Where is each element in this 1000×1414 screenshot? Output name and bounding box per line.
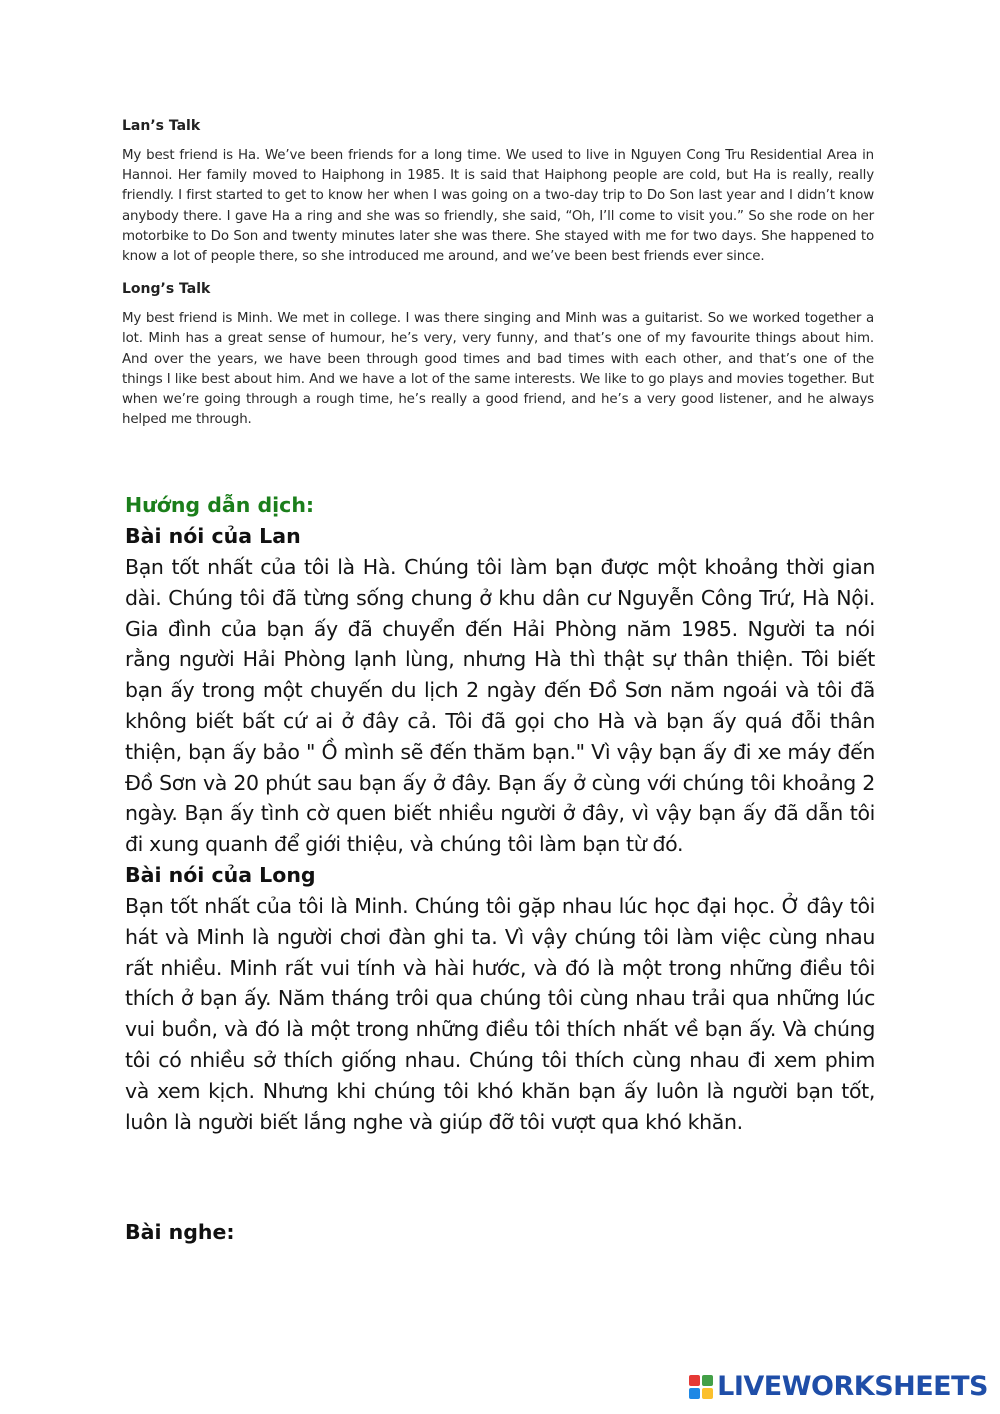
long-translation-text: Bạn tốt nhất của tôi là Minh. Chúng tôi gặp nhau lúc học đại học. Ở đây tôi hát và Minh là người chơi đàn ghi ta. Vì vậy chúng tôi làm việc cùng nhau rất nhiều. Minh rất vui tính và hài hước, và đó là một trong những điều tôi thích ở bạn ấy. Năm tháng trôi qua chúng tôi cùng nhau trải qua những lúc vui buồn, và đó là một trong những điều tôi thích nhất về bạn ấy. Và chúng tôi có nhiều sở thích giống nhau. Chúng tôi thích cùng nhau đi xem phim và xem kịch. Nhưng khi chúng tôi khó khăn bạn ấy luôn là người bạn tốt, luôn là người biết lắng nghe và giúp đỡ tôi vượt qua khó khăn. [125, 893, 875, 1134]
long-talk-heading: Long’s Talk [122, 281, 211, 298]
long-translation-title: Bài nói của Long [125, 862, 316, 887]
lan-translation-text: Bạn tốt nhất của tôi là Hà. Chúng tôi làm bạn được một khoảng thời gian dài. Chúng tôi đã từng sống chung ở khu dân cư Nguyễn Công Trứ, Hà Nội. Gia đình của bạn ấy đã chuyển đến Hải Phòng năm 1985. Người ta nói rằng người Hải Phòng lạnh lùng, nhưng Hà thì thật sự thân thiện. Tôi biết bạn ấy trong một chuyến du lịch 2 ngày đến Đồ Sơn năm ngoái và tôi đã không biết bất cứ ai ở đây cả. Tôi đã gọi cho Hà và bạn ấy quá đỗi thân thiện, bạn ấy bảo " Ồ mình sẽ đến thăm bạn." Vì vậy bạn ấy đi xe máy đến Đồ Sơn và 20 phút sau bạn ấy ở đây. Bạn ấy ở cùng với chúng tôi khoảng 2 ngày. Bạn ấy tình cờ quen biết nhiều người ở đây, vì vậy bạn ấy đã dẫn tôi đi xung quanh để giới thiệu, và chúng tôi làm bạn từ đó. [125, 555, 875, 857]
lan-translation-title: Bài nói của Lan [125, 524, 301, 548]
long-talk-text: My best friend is Minh. We met in college. I was there singing and Minh was a guitarist. So we worked together a lot. Minh has a great sense of humour, he’s very, very funny, and that’s one of my favourite things about him. And over the years, we have been through good times and bad times with each other, and that’s one of the things I like best about him. And we have a lot of the same interests. We like to go plays and movies together. But when we’re going through a rough time, he’s really a good friend, and he’s a very good listener, and he always helped me through. [122, 311, 874, 428]
lan-talk-heading: Lan’s Talk [122, 118, 201, 134]
lan-talk-text: My best friend is Ha. We’ve been friends for a long time. We used to live in Nguyen Cong Tru Residential Area in Hannoi. Her family moved to Haiphong in 1985. It is said that Haiphong people are cold, but Ha is really, really friendly. I first started to get to know her when I was going on a two-day trip to Do Son last year and I didn’t know anybody there. I gave Ha a ring and she was so friendly, she said, “Oh, I’ll come to visit you.” So she rode on her motorbike to Do Son and twenty minutes later she was there. She stayed with me for two days. She happened to know a lot of people there, so she introduced me around, and we’ve been best friends ever since. [122, 148, 874, 265]
logo-blocks-icon [689, 1375, 713, 1399]
logo-text: LIVEWORKSHEETS [717, 1371, 988, 1402]
liveworksheets-logo [689, 1371, 988, 1402]
translation-block [125, 490, 875, 1137]
translation-guide-title: Hướng dẫn dịch: [125, 493, 315, 517]
listening-title: Bài nghe: [125, 1220, 235, 1244]
english-scan-block [122, 118, 874, 444]
